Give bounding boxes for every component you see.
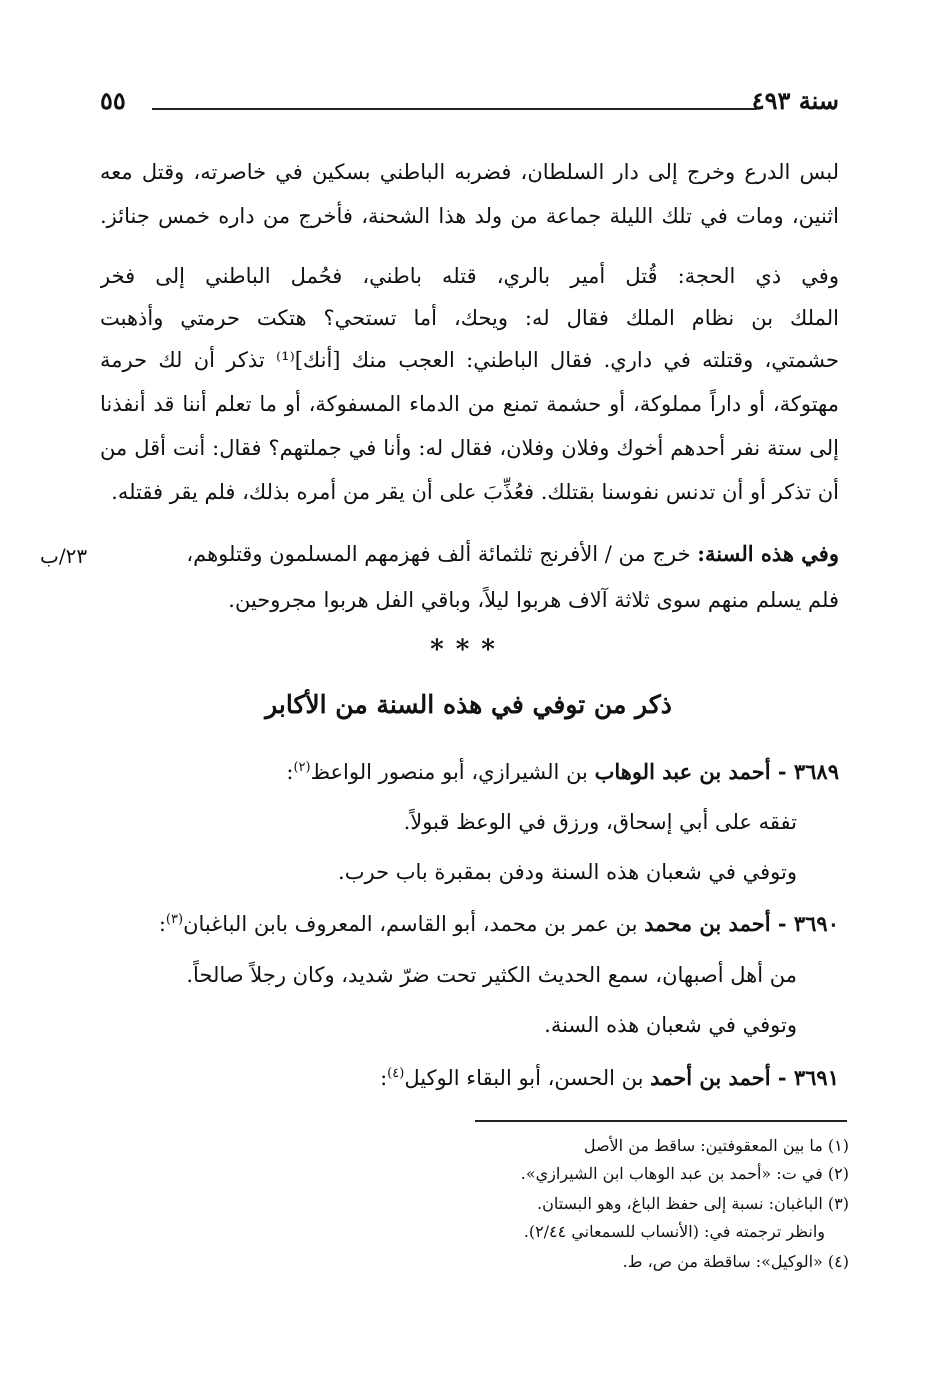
entry-detail: وتوفي في شعبان هذه السنة. <box>544 1013 797 1037</box>
paragraph-line: حشمتي، وقتلته في داري. فقال الباطني: العجب منك [أنك]⁽¹⁾ تذكر أن لك حرمة <box>100 348 839 372</box>
footnote: وانظر ترجمته في: (الأنساب للسمعاني ٢/٤٤). <box>523 1222 825 1241</box>
paragraph-text: خرج من / الأفرنج ثلثمائة ألف فهزمهم المسلمون وقتلوهم، <box>186 542 698 566</box>
footnote-ref: (٢) <box>293 760 311 775</box>
paragraph-line: أن تذكر أو أن تدنس نفوسنا بقتلك. فعُذِّبَ على أن يقر من أمره بذلك، فلم يقر فقتله. <box>111 480 839 504</box>
entry-colon: : <box>158 912 166 936</box>
page-number: ٥٥ <box>100 86 126 115</box>
paragraph-line: لبس الدرع وخرج إلى دار السلطان، فضربه الباطني بسكين في خاصرته، وقتل معه <box>100 160 839 184</box>
entry-detail: تفقه على أبي إسحاق، ورزق في الوعظ قبولاً. <box>403 810 797 834</box>
section-heading: ذكر من توفي في هذه السنة من الأكابر <box>265 690 672 719</box>
section-separator: *** <box>430 635 507 665</box>
header-rule <box>152 108 757 110</box>
entry-heading <box>100 900 839 944</box>
footnote: (٣) الباغبان: نسبة إلى حفظ الباغ، وهو البستان. <box>536 1194 849 1213</box>
entry-colon: : <box>380 1066 388 1090</box>
footnote-ref: (٣) <box>165 912 184 927</box>
year-lead: وفي هذه السنة: <box>697 541 839 566</box>
entry-colon: : <box>286 760 294 784</box>
footnote: (٢) في ت: «أحمد بن عبد الوهاب ابن الشيرازي». <box>520 1164 849 1183</box>
entry-text: بن عمر بن محمد، أبو القاسم، المعروف بابن الباغبان <box>183 912 645 936</box>
entry-number-name: ٣٦٨٩ - أحمد بن عبد الوهاب <box>594 759 839 784</box>
entry-text: بن الشيرازي، أبو منصور الواعظ <box>310 760 595 784</box>
entry-heading <box>100 748 839 792</box>
paragraph-line: فلم يسلم منهم سوى ثلاثة آلاف هربوا ليلاً، وباقي الفل هربوا مجروحين. <box>228 588 839 612</box>
running-header <box>100 86 839 126</box>
paragraph-line: اثنين، ومات في تلك الليلة جماعة من ولد هذا الشحنة، فأخرج من داره خمس جنائز. <box>100 204 839 228</box>
paragraph-line: وفي ذي الحجة: قُتل أمير بالري، قتله باطني، فحُمل الباطني إلى فخر <box>100 264 839 288</box>
paragraph-line: الملك بن نظام الملك فقال له: ويحك، أما تستحي؟ هتكت حرمتي وأذهبت <box>100 306 839 330</box>
entry-detail: وتوفي في شعبان هذه السنة ودفن بمقبرة باب حرب. <box>338 860 797 884</box>
entry-heading <box>100 1054 839 1098</box>
footnote: (٤) «الوكيل»: ساقطة من ص، ط. <box>622 1252 849 1271</box>
paragraph-line <box>175 534 839 574</box>
footnote: (١) ما بين المعقوفتين: ساقط من الأصل <box>583 1136 849 1155</box>
footnote-rule <box>475 1120 847 1122</box>
footnote-ref: (٤) <box>387 1066 405 1081</box>
entry-number-name: ٣٦٩٠ - أحمد بن محمد <box>644 911 839 936</box>
paragraph-line: مهتوكة، أو داراً مملوكة، أو حشمة تمنع من الدماء المسفوكة، أو ما تعلم أننا قد أنفذنا <box>100 392 839 416</box>
entry-number-name: ٣٦٩١ - أحمد بن أحمد <box>650 1065 839 1090</box>
header-year: سنة ٤٩٣ <box>751 86 839 115</box>
margin-folio-ref: ٢٣/ب <box>40 544 88 568</box>
paragraph-line: إلى ستة نفر أحدهم أخوك وفلان وفلان، فقال له: وأنا في جملتهم؟ فقال: أنت أقل من <box>100 436 839 460</box>
entry-text: بن الحسن، أبو البقاء الوكيل <box>404 1066 651 1090</box>
entry-detail: من أهل أصبهان، سمع الحديث الكثير تحت ضرّ شديد، وكان رجلاً صالحاً. <box>186 963 797 987</box>
